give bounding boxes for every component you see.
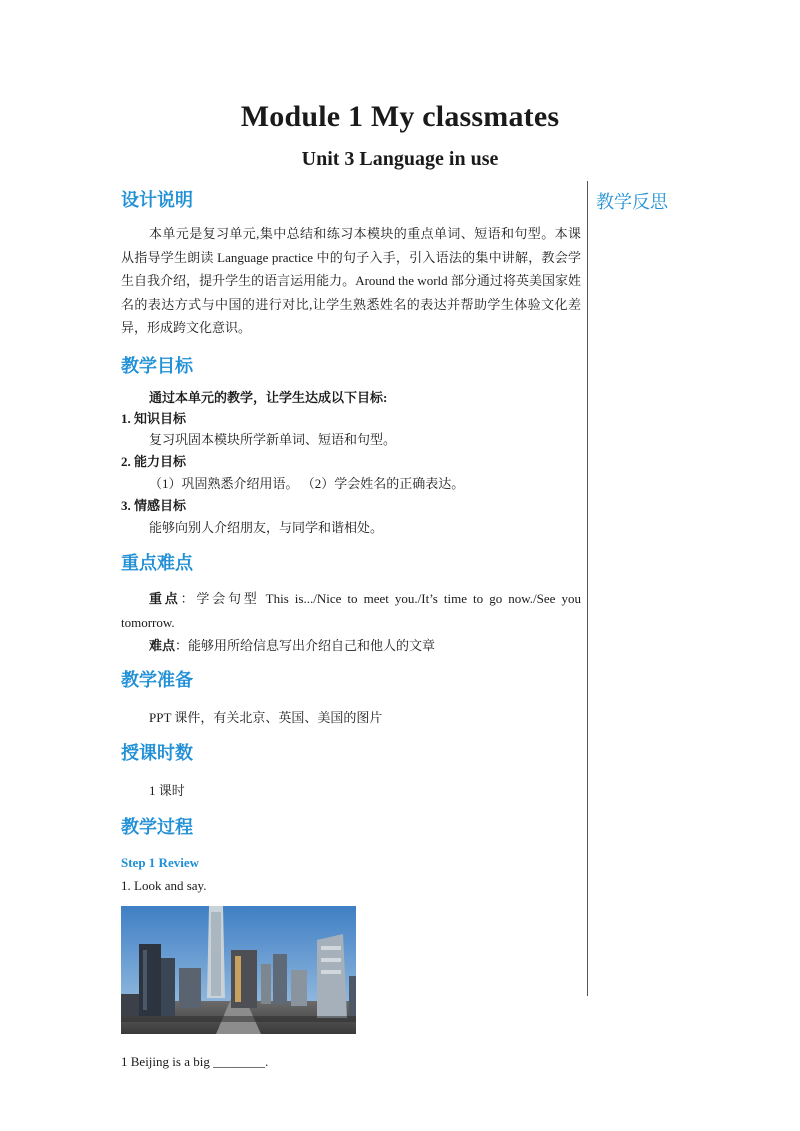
process-heading: 教学过程 <box>121 816 193 838</box>
task1-text: 1. Look and say. <box>121 878 207 893</box>
objective-2-title: 2. 能力目标 <box>121 454 187 469</box>
objective-1-text: 复习巩固本模块所学新单词、短语和句型。 <box>149 432 397 447</box>
difficult-text: ：能够用所给信息写出介绍自己和他人的文章 <box>175 638 436 653</box>
fill-in-sentence-1: 1 Beijing is a big ________. <box>121 1053 269 1069</box>
beijing-skyline-image <box>121 906 356 1034</box>
hours-heading: 授课时数 <box>121 743 193 764</box>
difficult-point <box>121 634 581 658</box>
column-divider <box>587 181 588 996</box>
objectives-heading: 教学目标 <box>121 355 193 377</box>
objective-3-title: 3. 情感目标 <box>121 498 187 513</box>
objective-3-text: 能够向别人介绍朋友，与同学和谐相处。 <box>149 520 384 535</box>
key-points-heading: 重点难点 <box>121 553 193 574</box>
key-point <box>121 587 581 634</box>
objective-2-text: （1）巩固熟悉介绍用语。 （2）学会姓名的正确表达。 <box>149 476 465 491</box>
main-column <box>121 188 581 1073</box>
design-text: 本单元是复习单元,集中总结和练习本模块的重点单词、短语和句型。本课从指导学生朗读 Language practice 中的句子入手，引入语法的集中讲解，教会学生自我介绍，提升学生的语言运用能力。Around the world 部分通过将英美国家姓名的表达方式与中国的进行对比,让学生熟悉姓名的表达并帮助学生体验文化差异，形成跨文化意识。 <box>121 226 581 335</box>
difficult-label: 难点 <box>149 638 176 653</box>
key-label: 重点 <box>149 591 181 606</box>
preparation-heading: 教学准备 <box>121 669 193 691</box>
preparation-text: PPT 课件，有关北京、英国、美国的图片 <box>149 709 383 725</box>
objective-1-title: 1. 知识目标 <box>121 411 187 426</box>
module-title: Module 1 My classmates <box>240 100 560 133</box>
step1-heading: Step 1 Review <box>121 854 199 870</box>
key-text: ：学会句型 This is.../Nice to meet you./It’s time to go now./See you tomorrow. <box>121 591 581 630</box>
objectives-intro: 通过本单元的教学，让学生达成以下目标: <box>149 389 388 405</box>
design-heading: 设计说明 <box>121 190 193 211</box>
reflection-heading: 教学反思 <box>596 192 668 213</box>
unit-subtitle: Unit 3 Language in use <box>301 148 499 170</box>
hours-text: 1 课时 <box>149 783 185 798</box>
